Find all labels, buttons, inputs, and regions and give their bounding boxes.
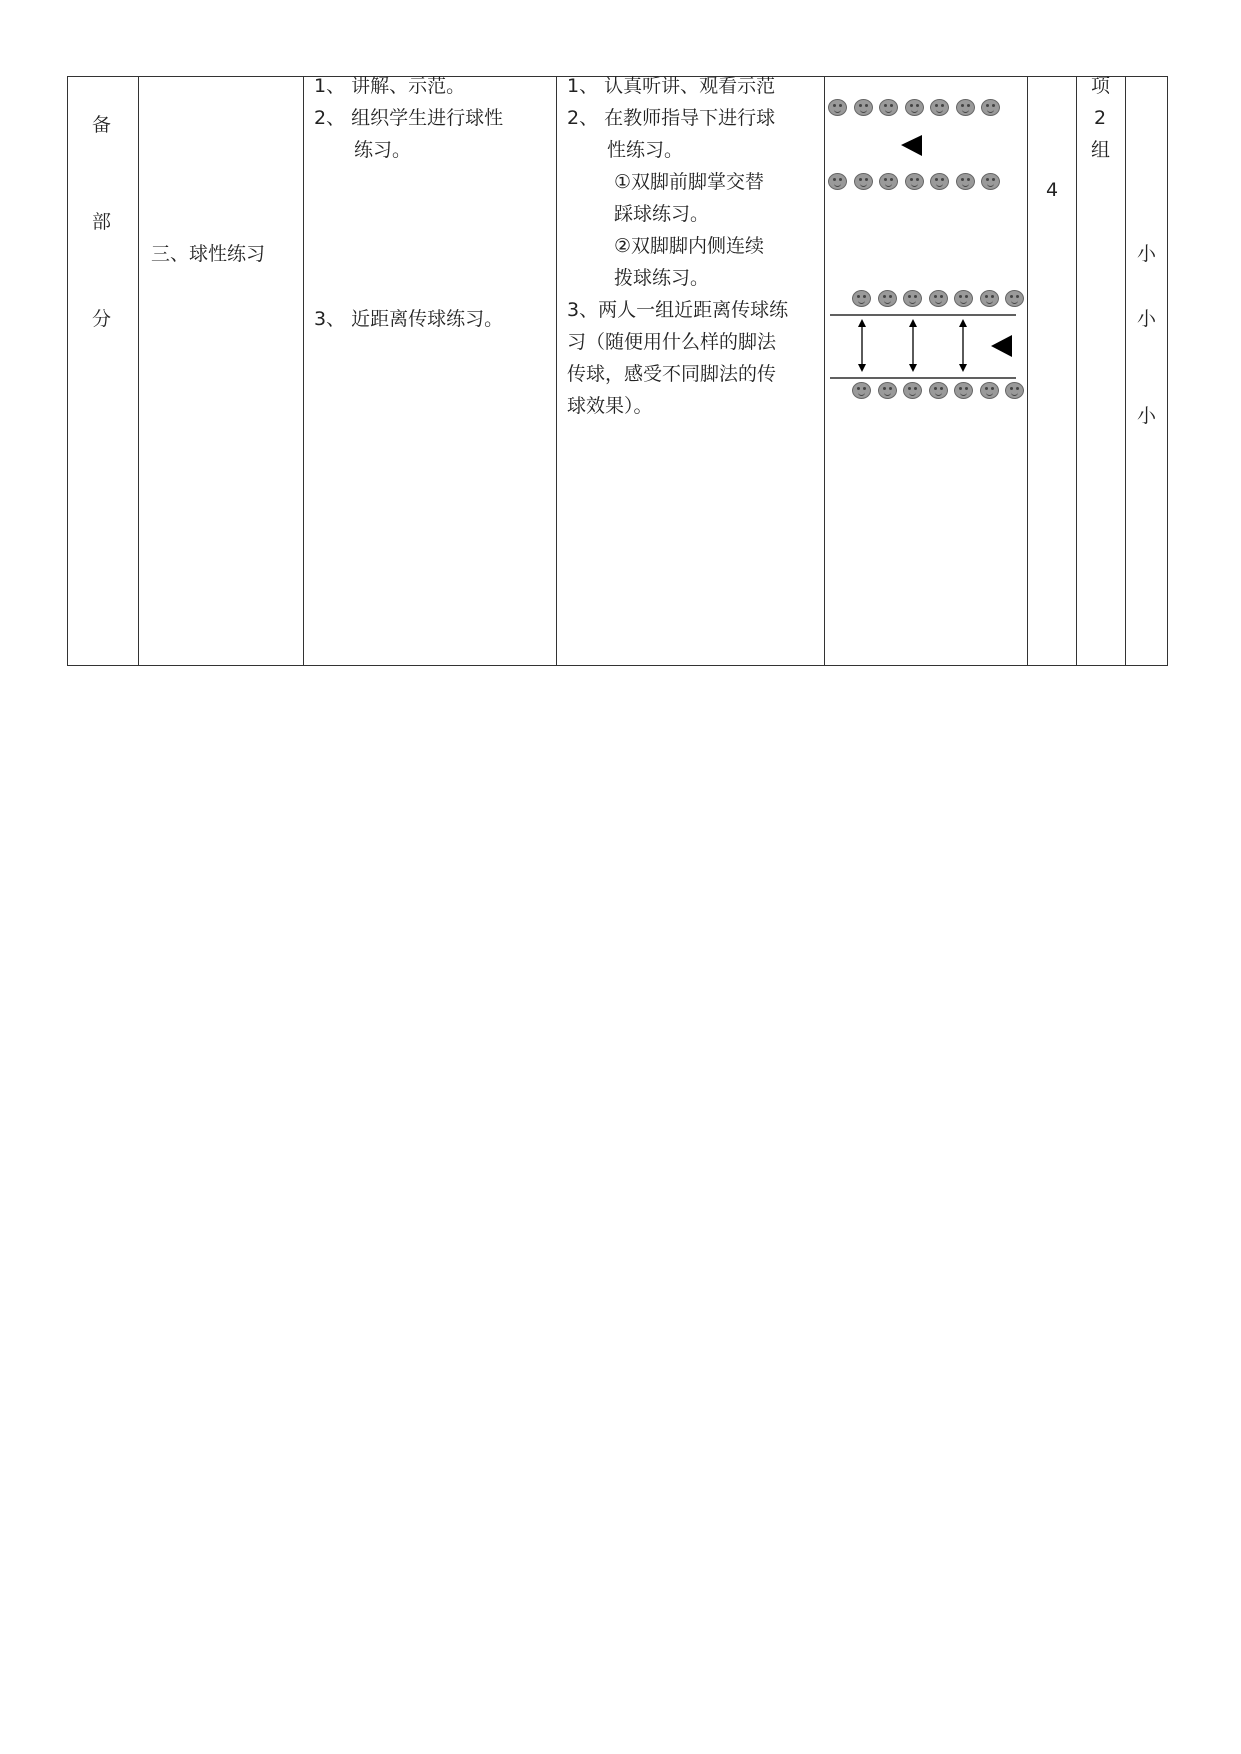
student-marker-icon <box>903 382 922 399</box>
intensity-char: 小 <box>1137 308 1157 330</box>
student-item: 性练习。 <box>607 139 684 161</box>
diagram-svg <box>825 76 1027 665</box>
student-marker-icon <box>878 382 897 399</box>
student-marker-icon <box>930 99 949 116</box>
intensity-char: 小 <box>1137 405 1157 427</box>
student-marker-icon <box>879 173 898 190</box>
count-char: 项 <box>1091 75 1111 97</box>
student-marker-icon <box>852 382 871 399</box>
table-border <box>67 76 68 666</box>
student-marker-icon <box>854 173 873 190</box>
student-item: ②双脚脚内侧连续 <box>614 235 765 257</box>
count-char: 组 <box>1091 139 1111 161</box>
phase-char: 部 <box>92 211 112 233</box>
column-divider <box>1125 76 1126 666</box>
teacher-triangle-icon <box>991 335 1012 357</box>
student-marker-icon <box>854 99 873 116</box>
student-marker-icon <box>981 99 1000 116</box>
student-marker-icon <box>954 382 973 399</box>
student-activities <box>567 70 788 422</box>
phase-char: 备 <box>92 114 112 136</box>
content-title: 三、球性练习 <box>151 243 266 265</box>
double-arrow-icon <box>858 319 866 372</box>
column-divider <box>556 76 557 666</box>
student-marker-icon <box>930 173 949 190</box>
student-marker-icon <box>879 99 898 116</box>
student-marker-icon <box>903 290 922 307</box>
student-marker-icon <box>929 382 948 399</box>
student-item: 拨球练习。 <box>614 267 710 289</box>
student-marker-icon <box>956 173 975 190</box>
student-item: 球效果）。 <box>567 395 653 417</box>
teacher-activities <box>314 70 503 166</box>
teacher-item: 1、 讲解、示范。 <box>314 75 466 97</box>
student-marker-icon <box>852 290 871 307</box>
column-divider <box>1027 76 1028 666</box>
teacher-item: 练习。 <box>354 139 412 161</box>
lesson-plan-table <box>67 76 1168 666</box>
student-marker-icon <box>981 173 1000 190</box>
student-marker-icon <box>1005 382 1024 399</box>
student-marker-icon <box>954 290 973 307</box>
time-value: 4 <box>1046 179 1059 201</box>
student-item: 2、 在教师指导下进行球 <box>567 107 776 129</box>
student-marker-icon <box>905 99 924 116</box>
student-marker-icon <box>878 290 897 307</box>
table-bottom-border <box>67 665 1168 666</box>
student-marker-icon <box>828 99 847 116</box>
student-item: 踩球练习。 <box>614 203 710 225</box>
column-divider <box>138 76 139 666</box>
teacher-triangle-icon <box>901 135 922 156</box>
double-arrow-icon <box>909 319 917 372</box>
student-marker-icon <box>828 173 847 190</box>
intensity-char: 小 <box>1137 243 1157 265</box>
table-border <box>1167 76 1168 666</box>
student-marker-icon <box>956 99 975 116</box>
student-marker-icon <box>929 290 948 307</box>
student-item: 1、 认真听讲、观看示范 <box>567 75 776 97</box>
student-item: 3、两人一组近距离传球练 <box>567 299 789 321</box>
student-marker-icon <box>1005 290 1024 307</box>
student-marker-icon <box>905 173 924 190</box>
student-marker-icon <box>980 290 999 307</box>
phase-char: 分 <box>92 308 112 330</box>
teacher-item: 2、 组织学生进行球性 <box>314 107 504 129</box>
double-arrow-icon <box>959 319 967 372</box>
formation-diagram <box>825 76 1027 665</box>
teacher-item: 3、 近距离传球练习。 <box>314 308 504 330</box>
student-item: ①双脚前脚掌交替 <box>614 171 765 193</box>
count-char: 2 <box>1094 107 1107 129</box>
column-divider <box>1076 76 1077 666</box>
student-item: 习（随便用什么样的脚法 <box>567 331 777 353</box>
student-item: 传球，感受不同脚法的传 <box>567 363 777 385</box>
student-marker-icon <box>980 382 999 399</box>
column-divider <box>303 76 304 666</box>
